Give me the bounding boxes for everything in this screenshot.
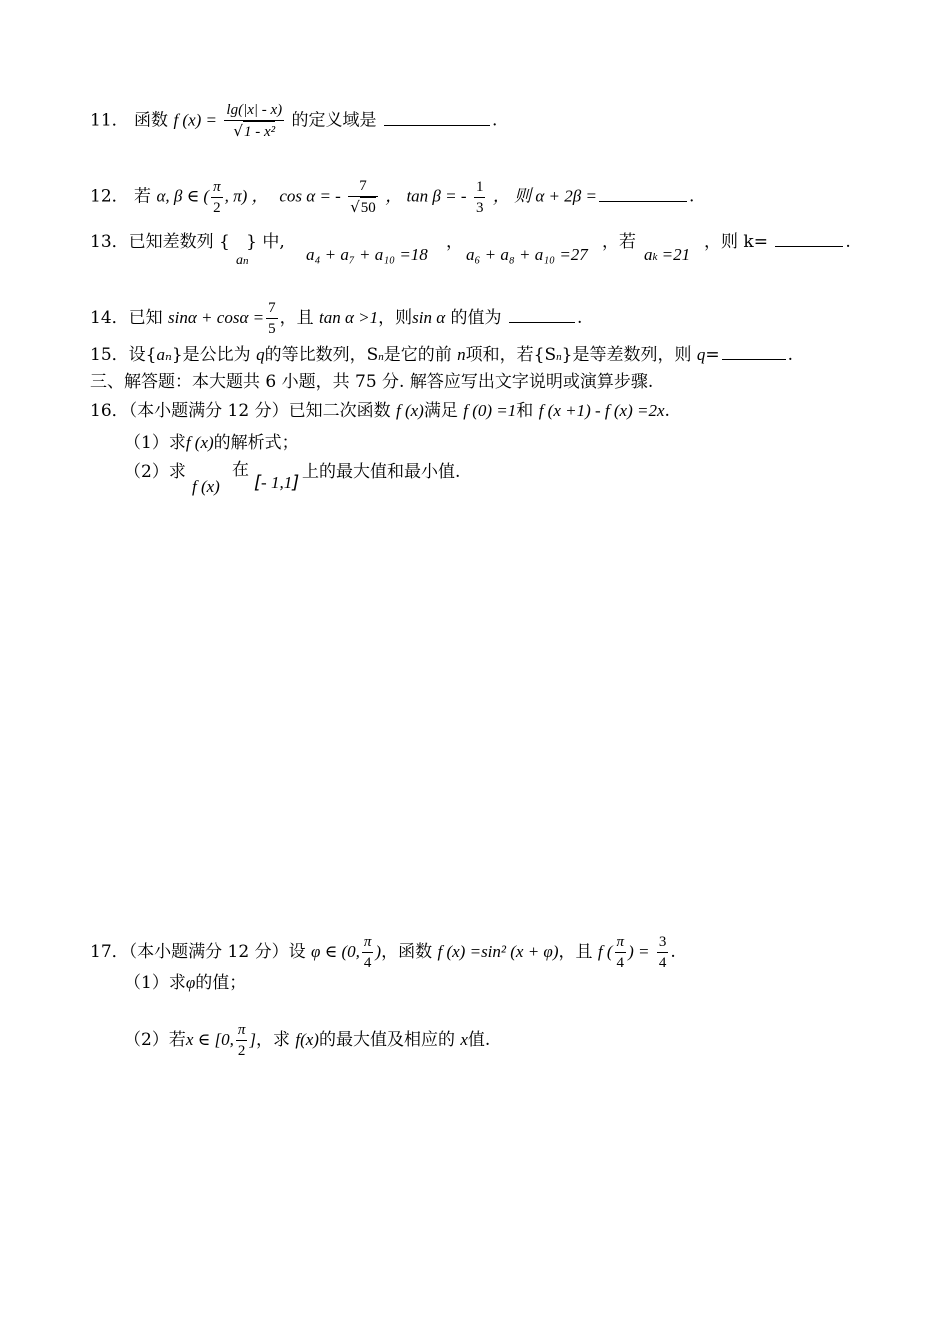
math-expression: f (x) (185, 433, 214, 452)
question-number: 15． (90, 345, 129, 365)
fraction: $\frac{7}{√50}$ (350, 178, 376, 216)
math-expression: ， 则 α + 2β = (492, 186, 597, 206)
question-number: 16． (90, 401, 129, 421)
question-number: 17． (90, 942, 129, 962)
math-expression: q (696, 345, 706, 364)
comma: ， (446, 232, 463, 252)
question-number: 14． (90, 308, 129, 328)
math-expression: tan α >1 (319, 308, 379, 327)
interval: [- 1,1] (254, 472, 300, 493)
question-text: 的值为 (450, 308, 502, 328)
question-11 (90, 100, 497, 142)
fraction: $\frac{1}{3}$ (475, 178, 484, 216)
question-16: 16．（本小题满分 12 分）已知二次函数 f (x)满足 f (0) =1和 f (x +1) - f (x) =2x. (90, 401, 670, 421)
math-expression: cos α = - (279, 186, 341, 206)
math-expression: a₆ + a₈ + a₁₀ =27 (466, 245, 588, 264)
question-text: 已知 (128, 308, 163, 328)
question-number: 13． (90, 232, 129, 252)
fraction: $\frac{\pi}{4}$ (616, 934, 625, 971)
math-expression: x ∈ [0, (185, 1030, 234, 1049)
period: . (576, 308, 583, 328)
math-expression: sin α (412, 308, 446, 327)
fraction-numerator: lg(|x| - x) (224, 100, 284, 121)
question-17-part-2: （2）若x ∈ [0, $\frac{\pi}{2}$ ]，求 f(x)的最大值及相应的 x值. (124, 1022, 491, 1059)
fraction: $\frac{7}{5}$ (268, 300, 276, 337)
question-16-part-1: （1）求f (x)的解析式； (124, 433, 299, 453)
question-number: 12． (90, 186, 129, 207)
question-text: 的定义域是 (291, 110, 377, 131)
fraction (224, 100, 284, 142)
math-expression: n (457, 345, 466, 364)
math-expression: aₙ (156, 345, 172, 364)
math-expression: f ( (597, 942, 613, 961)
math-expression: f (x) = (173, 110, 218, 130)
fraction: $\frac{\pi}{2}$ (237, 1022, 246, 1059)
question-text: （本小题满分 12 分）设 (128, 942, 306, 962)
question-text: ，且 (279, 308, 314, 328)
question-number: 11． (90, 110, 129, 131)
math-expression: φ (185, 973, 196, 992)
question-13 (90, 234, 285, 251)
question-text: ，则 (378, 308, 413, 328)
math-expression: α, β ∈ ( (156, 186, 210, 206)
question-text: 若 (134, 186, 152, 207)
fraction: $\frac{\pi}{2}$ (213, 178, 221, 216)
math-expression: x (460, 1030, 468, 1049)
question-17-part-1: （1）求φ的值； (124, 973, 247, 993)
math-expression: f(x) (295, 1030, 319, 1049)
math-expression: f (x +1) - f (x) =2x (538, 401, 665, 420)
question-text: 在 (232, 460, 249, 480)
question-14 (90, 298, 582, 339)
answer-blank[interactable] (509, 321, 575, 323)
question-text: } 中, (246, 232, 285, 252)
math-expression: f (x) =sin² (x + φ) (437, 942, 559, 961)
question-17: 17．（本小题满分 12 分）设 φ ∈ (0, $\frac{\pi}{4}$ )，函数 f (x) =sin² (x + φ)，且 f ( $\frac{\pi}{4}$ ) = $\frac{3}{4}$ . (90, 934, 676, 971)
sequence-term: an (236, 253, 249, 268)
math-expression: f (x) (396, 401, 424, 420)
question-text: 上的最大值和最小值. (302, 462, 461, 482)
question-15: 15．设{aₙ}是公比为 q的等比数列，Sn是它的前 n项和，若{Sn}是等差数列，则 q= . (90, 345, 794, 365)
question-text: （本小题满分 12 分）已知二次函数 (128, 401, 391, 421)
fraction-denominator: √1 - x² (233, 122, 276, 140)
answer-blank[interactable] (775, 245, 843, 247)
fraction: $\frac{3}{4}$ (658, 934, 667, 971)
fraction: $\frac{\pi}{4}$ (363, 934, 372, 971)
answer-blank[interactable] (599, 200, 687, 202)
math-expression: , π) ， (224, 186, 269, 206)
math-expression: q (256, 345, 265, 364)
math-expression: a₄ + a₇ + a₁₀ =18 (306, 245, 428, 264)
math-expression: f (x) (192, 477, 220, 496)
question-16-part-2: （2）求 (124, 462, 186, 482)
question-text: 函数 (134, 110, 169, 131)
math-expression: sinα + cosα = (168, 308, 265, 327)
period: . (491, 110, 498, 131)
math-expression: φ ∈ (0, (311, 942, 360, 961)
question-text: ，若 (602, 232, 636, 252)
math-expression: f (0) =1 (463, 401, 517, 420)
math-expression: ， tan β = - (385, 186, 467, 206)
question-12 (90, 176, 694, 218)
section-heading: 三、解答题：本大题共 6 小题，共 75 分. 解答应写出文字说明或演算步骤. (90, 372, 654, 392)
answer-blank[interactable] (722, 358, 786, 360)
question-text: 已知差数列 { (128, 232, 230, 252)
answer-blank[interactable] (384, 124, 490, 126)
sequence-term: ak =21 (644, 245, 691, 264)
period: . (688, 186, 695, 207)
question-text: ，则 k= . (704, 232, 851, 252)
